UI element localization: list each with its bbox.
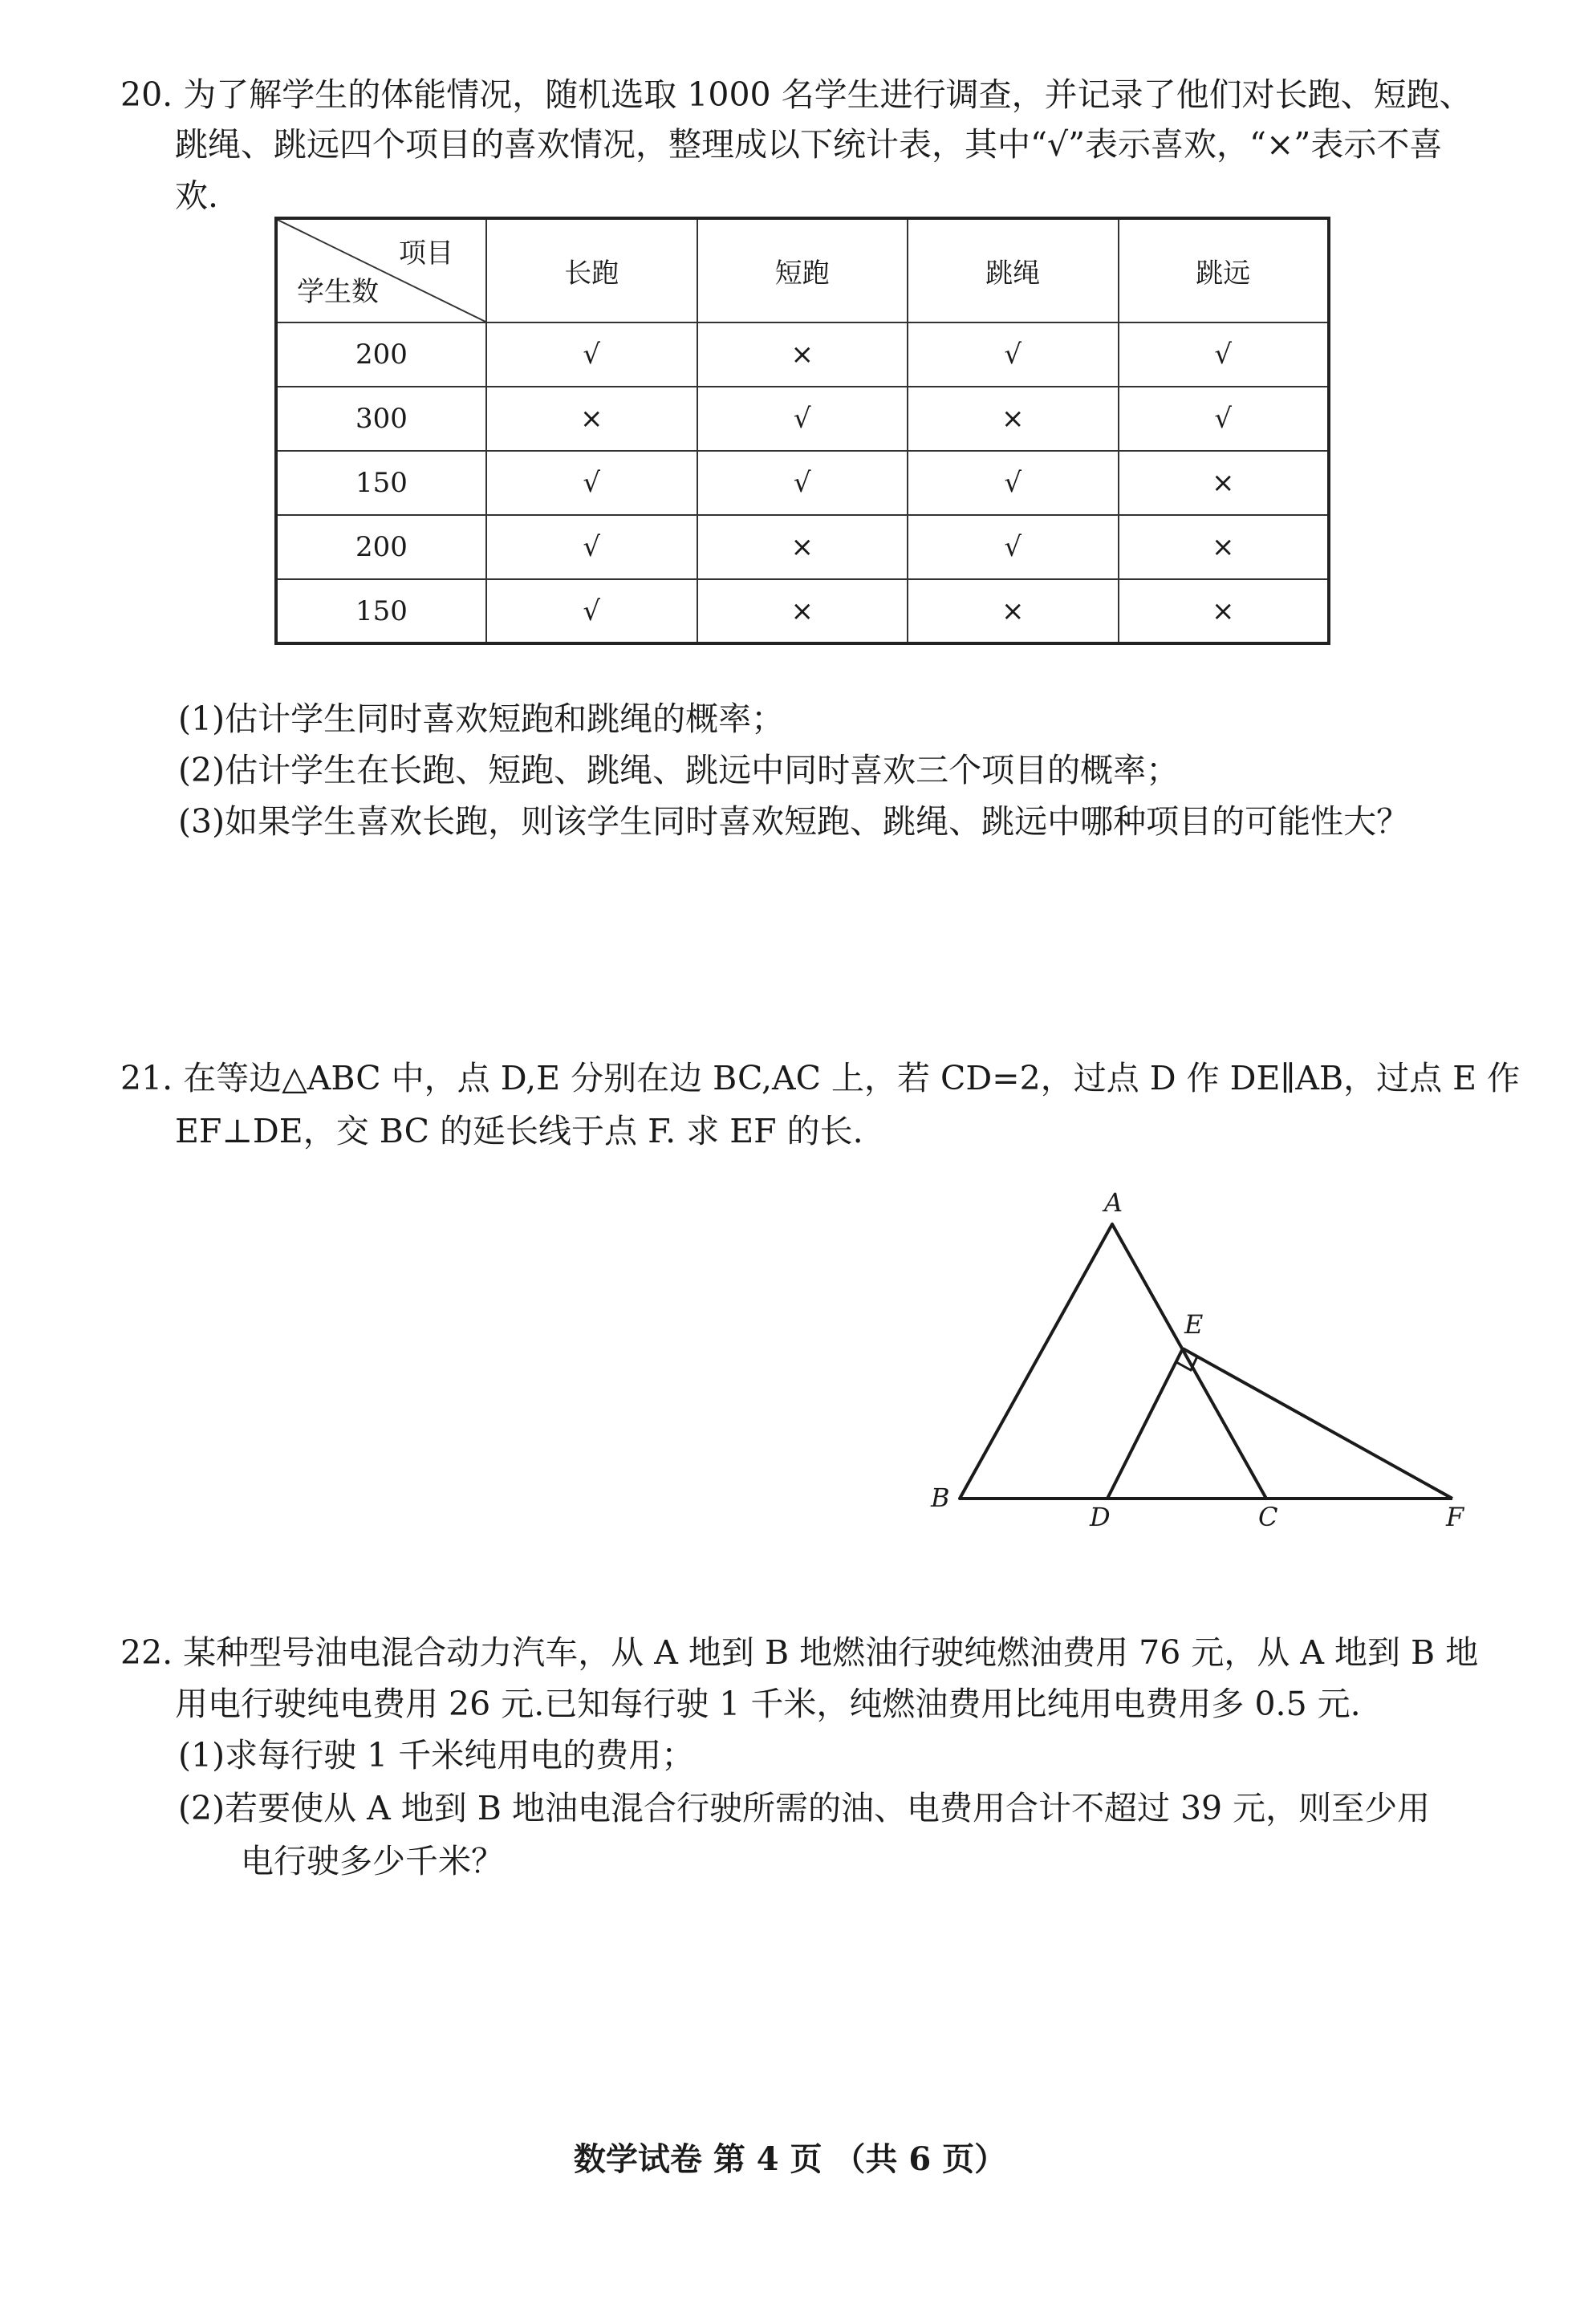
row-mark: ×	[486, 387, 697, 451]
segment-de	[1107, 1349, 1183, 1499]
q21-line-1: 21. 在等边△ABC 中，点 D,E 分别在边 BC,AC 上，若 CD=2，过点 D 作 DE∥AB，过点 E 作	[120, 1059, 1521, 1097]
table-header-row	[276, 218, 1329, 322]
corner-label-item: 项目	[399, 237, 453, 270]
table-corner-cell	[276, 218, 486, 322]
row-mark: √	[486, 515, 697, 579]
row-mark: √	[486, 451, 697, 515]
header-long-jump: 跳远	[1119, 218, 1330, 322]
row-mark: √	[486, 579, 697, 643]
table-row	[276, 579, 1329, 643]
row-mark: √	[908, 515, 1119, 579]
label-a: A	[1104, 1187, 1123, 1218]
row-mark: ×	[697, 322, 908, 387]
label-e: E	[1184, 1309, 1204, 1340]
row-mark: ×	[908, 387, 1119, 451]
row-count: 150	[276, 451, 486, 515]
q22-line-2: 用电行驶纯电费用 26 元.已知每行驶 1 千米，纯燃油费用比纯用电费用多 0.5 元.	[175, 1685, 1361, 1723]
row-mark: √	[908, 322, 1119, 387]
label-b: B	[931, 1482, 950, 1513]
q20-part-1: (1)估计学生同时喜欢短跑和跳绳的概率；	[178, 700, 785, 738]
q22-part-2: (2)若要使从 A 地到 B 地油电混合行驶所需的油、电费用合计不超过 39 元，则至少用	[178, 1789, 1431, 1827]
row-mark: ×	[1119, 579, 1330, 643]
header-sprint: 短跑	[697, 218, 908, 322]
q20-part-3: (3)如果学生喜欢长跑，则该学生同时喜欢短跑、跳绳、跳远中哪种项目的可能性大？	[178, 802, 1410, 841]
row-mark: √	[1119, 387, 1330, 451]
table-row	[276, 515, 1329, 579]
row-mark: √	[697, 387, 908, 451]
q22-line-1: 22. 某种型号油电混合动力汽车，从 A 地到 B 地燃油行驶纯燃油费用 76 元，从 A 地到 B 地	[120, 1633, 1479, 1672]
row-mark: √	[908, 451, 1119, 515]
row-count: 200	[276, 322, 486, 387]
page-footer: 数学试卷 第 4 页 （共 6 页）	[573, 2140, 1007, 2178]
q21-line-2: EF⊥DE，交 BC 的延长线于点 F. 求 EF 的长.	[175, 1112, 863, 1150]
table-row	[276, 322, 1329, 387]
row-count: 300	[276, 387, 486, 451]
q20-line-3: 欢.	[175, 176, 219, 215]
label-c: C	[1258, 1502, 1278, 1532]
triangle-abc	[960, 1224, 1266, 1499]
table-row	[276, 451, 1329, 515]
row-mark: ×	[1119, 515, 1330, 579]
row-count: 200	[276, 515, 486, 579]
q20-line-2: 跳绳、跳远四个项目的喜欢情况，整理成以下统计表，其中“√”表示喜欢，“×”表示不喜	[175, 125, 1443, 164]
row-mark: √	[697, 451, 908, 515]
row-mark: √	[1119, 322, 1330, 387]
q22-part-2-continued: 电行驶多少千米？	[241, 1842, 504, 1880]
q22-part-1: (1)求每行驶 1 千米纯用电的费用；	[178, 1736, 695, 1774]
row-mark: ×	[908, 579, 1119, 643]
row-mark: ×	[697, 515, 908, 579]
header-jump-rope: 跳绳	[908, 218, 1119, 322]
row-count: 150	[276, 579, 486, 643]
row-mark: ×	[697, 579, 908, 643]
triangle-figure	[915, 1179, 1509, 1548]
label-f: F	[1446, 1502, 1464, 1532]
corner-label-count: 学生数	[297, 276, 379, 308]
row-mark: ×	[1119, 451, 1330, 515]
survey-table	[274, 217, 1330, 645]
header-long-run: 长跑	[486, 218, 697, 322]
q20-part-2: (2)估计学生在长跑、短跑、跳绳、跳远中同时喜欢三个项目的概率；	[178, 751, 1180, 789]
label-d: D	[1090, 1502, 1111, 1532]
table-row	[276, 387, 1329, 451]
row-mark: √	[486, 322, 697, 387]
q20-line-1: 20. 为了解学生的体能情况，随机选取 1000 名学生进行调查，并记录了他们对长跑、短跑、	[120, 75, 1472, 114]
